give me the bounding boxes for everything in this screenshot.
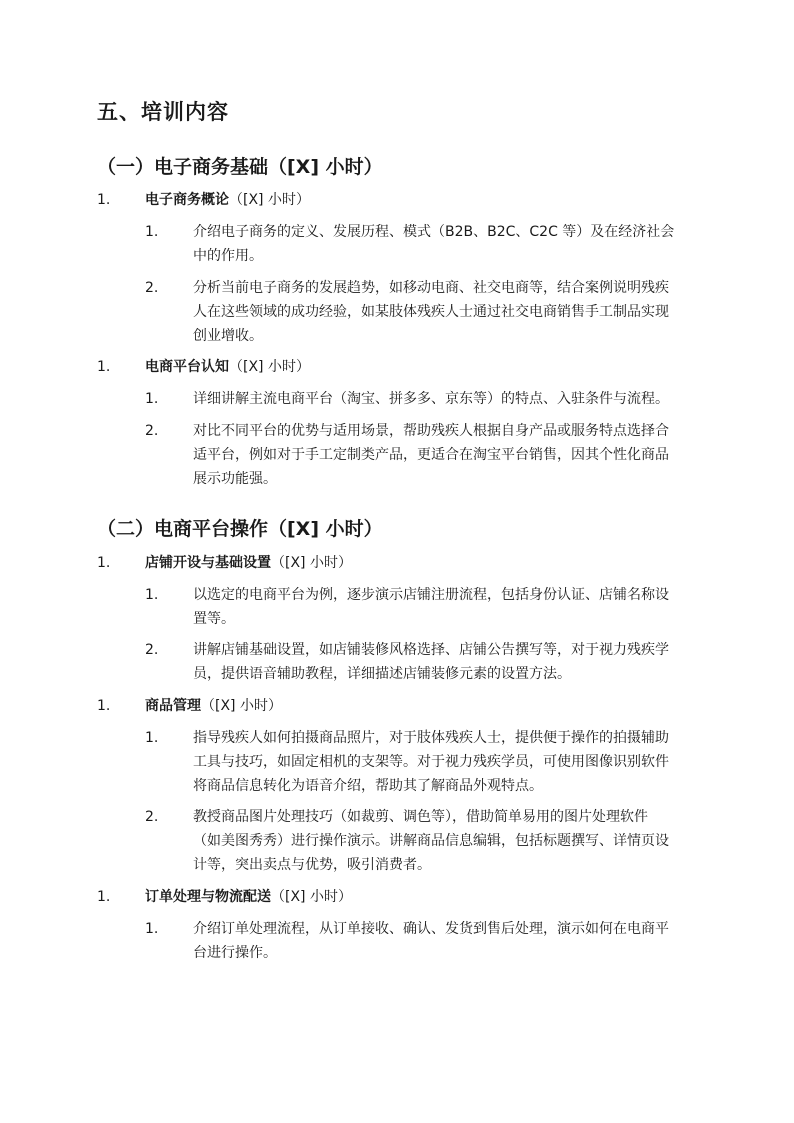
text-line: 将商品信息转化为语音介绍，帮助其了解商品外观特点。 [193,778,543,794]
item-heading: 电子商务概论 [145,192,229,208]
item-hours: （[X] 小时） [229,192,310,208]
text-line: 展示功能强。 [193,471,277,487]
text-line: 创业增收。 [193,328,263,344]
text-line: 人在这些领域的成功经验，如某肢体残疾人士通过社交电商销售手工制品实现 [193,304,669,320]
sub-list-number: 1. [145,224,159,240]
item-hours: （[X] 小时） [271,555,352,571]
text-line: 工具与技巧，如固定相机的支架等。对于视力残疾学员，可使用图像识别软件 [193,754,669,770]
item-heading: 商品管理 [145,698,201,714]
list-number: 1. [97,192,111,208]
text-line: 计等，突出卖点与优势，吸引消费者。 [193,857,431,873]
text-line: （如美图秀秀）进行操作演示。讲解商品信息编辑，包括标题撰写、详情页设 [193,833,669,849]
text-line: 讲解店铺基础设置，如店铺装修风格选择、店铺公告撰写等，对于视力残疾学 [193,642,669,658]
text-line: 以选定的电商平台为例，逐步演示店铺注册流程，包括身份认证、店铺名称设 [193,587,669,603]
section-title: （一）电子商务基础（[X] 小时） [97,156,383,178]
sub-list-number: 2. [145,280,159,296]
sub-list-number: 2. [145,809,159,825]
item-hours: （[X] 小时） [271,889,352,905]
sub-list-number: 1. [145,391,159,407]
sub-list-text [193,917,705,965]
page-title: 五、培训内容 [97,100,229,124]
text-line: 对比不同平台的优势与适用场景，帮助残疾人根据自身产品或服务特点选择合 [193,423,669,439]
text-line: 指导残疾人如何拍摄商品照片，对于肢体残疾人士，提供便于操作的拍摄辅助 [193,730,669,746]
list-number: 1. [97,698,111,714]
text-line: 介绍电子商务的定义、发展历程、模式（B2B、B2C、C2C 等）及在经济社会 [193,224,675,240]
text-line: 分析当前电子商务的发展趋势，如移动电商、社交电商等，结合案例说明残疾 [193,280,669,296]
sub-list-text [193,638,705,686]
item-heading: 店铺开设与基础设置 [145,555,271,571]
text-line: 适平台，例如对于手工定制类产品，更适合在淘宝平台销售，因其个性化商品 [193,447,669,463]
item-hours: （[X] 小时） [229,359,310,375]
item-hours: （[X] 小时） [201,698,282,714]
item-heading: 电商平台认知 [145,359,229,375]
sub-list-text [193,726,705,798]
sub-list-text [193,805,705,877]
sub-list-number: 1. [145,587,159,603]
sub-list-text [193,387,705,411]
text-line: 介绍订单处理流程，从订单接收、确认、发货到售后处理，演示如何在电商平 [193,921,669,937]
sub-list-text [193,220,705,268]
sub-list-number: 2. [145,642,159,658]
text-line: 详细讲解主流电商平台（淘宝、拼多多、京东等）的特点、入驻条件与流程。 [193,391,669,407]
text-line: 员，提供语音辅助教程，详细描述店铺装修元素的设置方法。 [193,666,571,682]
text-line: 置等。 [193,611,235,627]
sub-list-number: 2. [145,423,159,439]
text-line: 教授商品图片处理技巧（如裁剪、调色等），借助简单易用的图片处理软件 [193,809,648,825]
sub-list-text [193,583,705,631]
list-number: 1. [97,555,111,571]
list-number: 1. [97,889,111,905]
text-line: 台进行操作。 [193,945,277,961]
sub-list-text [193,276,705,348]
sub-list-number: 1. [145,730,159,746]
list-number: 1. [97,359,111,375]
item-heading: 订单处理与物流配送 [145,889,271,905]
sub-list-text [193,419,705,491]
section-title: （二）电商平台操作（[X] 小时） [97,518,383,540]
text-line: 中的作用。 [193,248,263,264]
sub-list-number: 1. [145,921,159,937]
